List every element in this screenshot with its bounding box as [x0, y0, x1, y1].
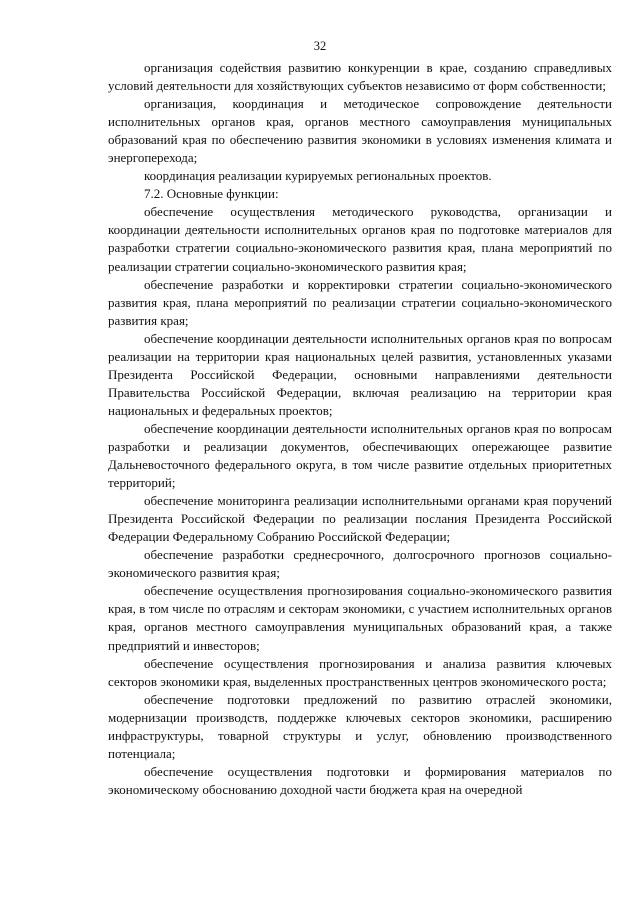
paragraph: обеспечение осуществления подготовки и формирования материалов по экономическому обоснованию доходной части бюджета края на очередной: [108, 763, 612, 797]
paragraph: обеспечение координации деятельности исполнительных органов края по вопросам реализации на территории края национальных целей развития, установленных указами Президента Российской Федерации, основными направлениями деятельности Правительства Российской Федерации, включая реализацию на территории края национальных и федеральных проектов;: [108, 330, 612, 418]
paragraph: обеспечение мониторинга реализации исполнительными органами края поручений Президента Российской Федерации по реализации послания Президента Российской Федерации Федеральному Собранию Российской Федерации;: [108, 493, 612, 545]
paragraph: обеспечение осуществления прогнозирования социально-экономического развития края, в том числе по отраслям и секторам экономики, с участием исполнительных органов края, органов местного самоуправления муниципальных образований края, а также предприятий и инвесторов;: [108, 583, 612, 653]
paragraph: организация содействия развитию конкуренции в крае, созданию справедливых условий деятельности для хозяйствующих субъектов независимо от форм собственности;: [108, 60, 612, 94]
paragraph: обеспечение осуществления методического руководства, организации и координации деятельности исполнительных органов края по подготовке материалов для разработки стратегии социально-экономического развития края, плана мероприятий по реализации стратегии социально-экономического развития края;: [108, 204, 612, 274]
paragraph: обеспечение осуществления прогнозирования и анализа развития ключевых секторов экономики края, выделенных пространственных центров экономического роста;: [108, 655, 612, 689]
document-body: [108, 59, 612, 799]
paragraph: обеспечение разработки и корректировки стратегии социально-экономического развития края, плана мероприятий по реализации стратегии социально-экономического развития края;: [108, 276, 612, 328]
section-heading: 7.2. Основные функции:: [144, 186, 279, 202]
paragraph: обеспечение координации деятельности исполнительных органов края по вопросам разработки и реализации документов, обеспечивающих опережающее развитие Дальневосточного федерального округа, в том числе развитие отдельных приоритетных территорий;: [108, 420, 612, 491]
paragraph: координация реализации курируемых региональных проектов.: [144, 168, 492, 184]
paragraph: обеспечение разработки среднесрочного, долгосрочного прогнозов социально-экономического развития края;: [108, 547, 612, 581]
page-number: 32: [313, 39, 327, 53]
paragraph: обеспечение подготовки предложений по развитию отраслей экономики, модернизации производств, поддержке ключевых секторов экономики, расширению инфраструктуры, товарной структуры и услуг, обновлению производственного потенциала;: [108, 691, 612, 761]
paragraph: организация, координация и методическое сопровождение деятельности исполнительных органов края, органов местного самоуправления муниципальных образований края по обеспечению развития экономики в условиях изменения климата и энергоперехода;: [108, 96, 612, 166]
